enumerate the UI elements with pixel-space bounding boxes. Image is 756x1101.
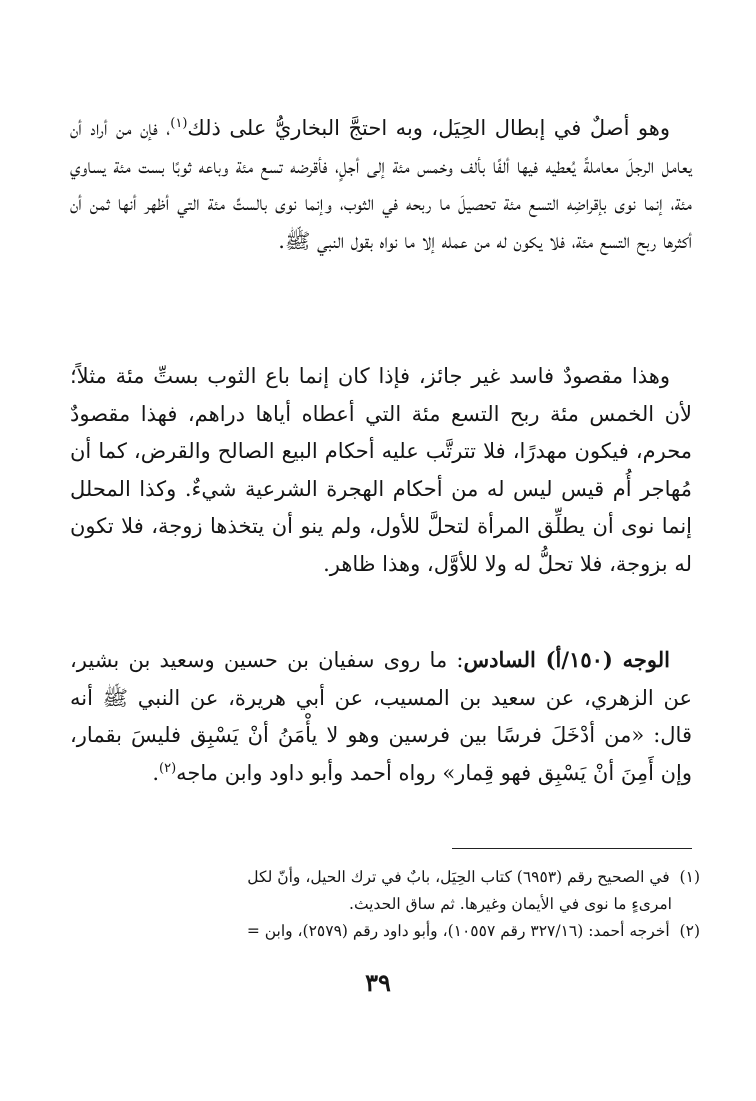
footnote-ref-2: (٢) — [159, 760, 177, 776]
paragraph-text: وهو أصلٌ في إبطال الحِيَل، وبه احتجَّ البخاريُّ على ذلك — [187, 116, 670, 140]
footnote-number: (٢) — [679, 922, 700, 940]
footnote-1 — [70, 864, 700, 891]
paragraph-text: وهذا مقصودٌ فاسد غير جائز، فإذا كان إنما باع الثوب بستِّ مئة مثلاً؛ لأن الخمس مئة ربح التسع مئة التي أعطاه أياها دراهم، فهذا مقصودٌ محرم، فيكون مهدرًا، فلا تترتَّب عليه أحكام البيع الصالح والقرض، كما أن مُهاجر أُم قيس ليس له من أحكام الهجرة الشرعية شيءٌ. وكذا المحلل إنما نوى أن يطلِّق المرأة لتحلَّ للأول، ولم ينو أن يتخذها زوجة، فلا تكون له بزوجة، فلا تحلُّ له ولا للأوَّل، وهذا ظاهر. — [70, 364, 692, 576]
footnote-text: في الصحيح رقم (٦٩٥٣) كتاب الحِيَل، بابٌ في ترك الحيل، وأنّ لكل — [247, 868, 670, 886]
paragraph-end: . — [152, 760, 159, 785]
footnote-2 — [70, 918, 700, 945]
footnote-1-continuation: امرىءٍ ما نوى في الأيمان وغيرها. ثم ساق الحديث. — [349, 895, 672, 913]
paragraph-text: ، فإن من أراد أن يعامل الرجلَ معاملةً يُعطيه فيها ألفًا بألف وخمس مئة إلى أجلٍ، فأقرضه تسع مئة وباعه ثوبًا بست مئة يساوي مئة، إنما نوى بإقراضِه التسع مئة تحصيلَ ما ربحه في الثوب، وإنما نوى بالستِّ مئة التي أظهر أنها ثمن أن أكثرها ربح التسع مئة، فلا يكون له من عمله إلا ما نواه بقول النبي ﷺ. — [70, 116, 692, 253]
paragraph-hiyal — [70, 110, 692, 260]
footnote-number: (١) — [679, 868, 700, 886]
paragraph-text: : ما روى سفيان بن حسين وسعيد بن بشير، عن الزهري، عن سعيد بن المسيب، عن أبي هريرة، عن النبي ﷺ أنه قال: «من أدْخَلَ فرسًا بين فرسين وهو لا يأْمَنُ أنْ يَسْبِق فليسَ بقمار، وإن أَمِنَ أنْ يَسْبِق فهو قِمار» رواه أحمد وأبو داود وابن ماجه — [70, 648, 692, 785]
paragraph-maqsud — [70, 358, 692, 583]
page-number: ٣٩ — [365, 968, 391, 997]
footnote-divider — [452, 848, 692, 849]
paragraph-sixth-aspect — [70, 641, 692, 792]
footnote-text: أخرجه أحمد: (٣٢٧/١٦ رقم ١٠٥٥٧)، وأبو داود رقم (٢٥٧٩)، وابن = — [246, 922, 670, 940]
section-label: الوجه (١٥٠/أ) السادس — [463, 647, 670, 672]
footnotes — [70, 864, 700, 945]
footnote-ref-1: (١) — [170, 116, 188, 131]
